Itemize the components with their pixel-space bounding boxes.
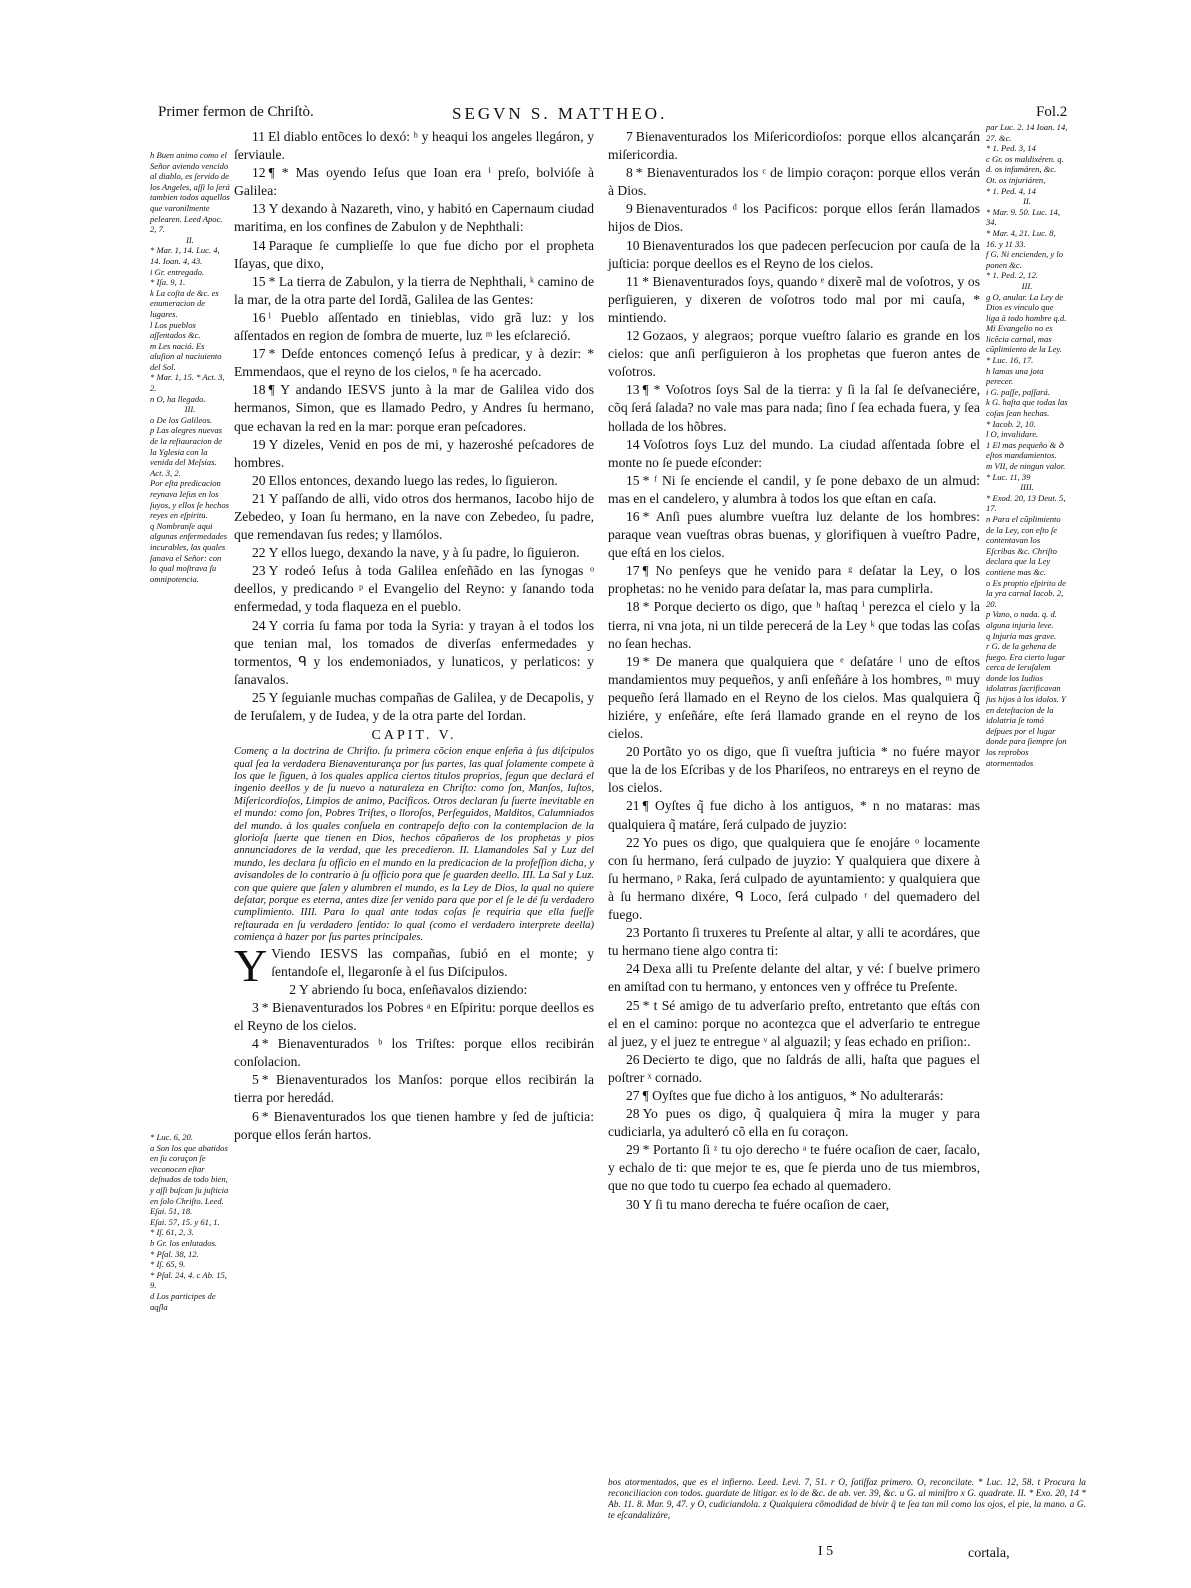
signature-mark: I 5 xyxy=(818,1544,834,1559)
margin-note: * 1. Ped. 4, 14 xyxy=(986,185,1036,196)
verse xyxy=(608,436,980,472)
verse-number: 18 xyxy=(626,599,640,615)
margin-note: l Los pueblos aſſentados &c. xyxy=(150,319,201,341)
margin-note: * Pſal. 24, 4. c Ab. 15, 9. xyxy=(150,1269,227,1291)
verse-text: Yo pues os digo, que qualquiera que ſe enojáre ᵒ locamente con ſu hermano, ſerá culpado de juyzio: Y qualquiera que dixere à ſu hermano, ᵖ Raka, ſerá culpado de ayuntamiento: y qualquiera que à ſu hermano dixére, ᑫ Loco, ſerá culpado ʳ del quemadero del fuego. xyxy=(608,834,980,923)
margin-note: * Luc. 11, 39 xyxy=(986,471,1031,482)
verse-text: * Anſi pues alumbre vueſtra luz delante de los hombres: paraque vean vueſtras obras buenas, y glorifiquen à vueſtro Padre, que eſtá en los cielos. xyxy=(608,508,980,561)
verse xyxy=(234,164,594,200)
verse-text: Paraque ſe cumplieſſe lo que fue dicho por el propheta Iſayas, que dixo, xyxy=(234,237,594,271)
verse-text: Y abriendo ſu boca, enſeñavalos diziendo: xyxy=(299,981,528,997)
margin-note: i G. paſſe, paſſará. xyxy=(986,386,1050,397)
margin-note: * Iſ. 65, 9. xyxy=(150,1259,186,1270)
right-margin-notes xyxy=(986,122,1068,768)
margin-note: Eſai. 57, 15. y 61, 1. xyxy=(150,1216,220,1227)
verse xyxy=(608,1087,980,1105)
verse-text: * t Sé amigo de tu adverſario preſto, entretanto que eſtás con el en el camino: porque no aconteẓca que el adverſario te entregue al juez, y el juez te entregue ᵛ al alguazil; y ſeas echado en priſion:. xyxy=(608,997,980,1049)
verse-number: 26 xyxy=(626,1051,640,1067)
verse-number: 12 xyxy=(252,165,266,181)
verse-number: 21 xyxy=(626,798,640,814)
margin-note: a Son los que abatidos en ſu coraçon ſe veconocen eſtar deſnudos de todo bien, y aſſi buſcan ſu juſticia en ſolo Chriſto. Leed. Eſai. 51, 18. xyxy=(150,1142,229,1217)
verse xyxy=(608,327,980,381)
verse xyxy=(234,490,594,544)
margin-note: k La coſta de &c. es enumeracion de lugares. xyxy=(150,287,219,319)
verse-text: * Deſde entonces començó Ieſus à predicar, y à dezir: * Emmendaos, que el reyno de los cielos, ⁿ ſe ha acercado. xyxy=(234,346,594,380)
verse-number: 23 xyxy=(252,563,266,579)
verse-number: 3 xyxy=(252,999,259,1015)
margin-note: g O, anular. La Ley de Dios es vinculo que liga à todo hombre q.d. Mi Evangelio no es licẽcia carnal, mas cũplimiento de la Ley. xyxy=(986,291,1067,355)
verse-text: Decierto te digo, que no ſaldrás de alli, haſta que pagues el poſtrer ˣ cornado. xyxy=(608,1051,980,1085)
verse xyxy=(234,128,594,164)
verse xyxy=(234,981,594,999)
verse xyxy=(234,562,594,616)
verse-text: ¶ No penſeys que he venido para ᵍ deſatar la Ley, o los prophetas: no he venido para deſatar la, mas para cumplirla. xyxy=(608,563,980,597)
verse-number: 20 xyxy=(252,472,266,488)
margin-note: b Gr. los enlutados. xyxy=(150,1237,218,1248)
verse-number: 14 xyxy=(252,237,266,253)
margin-note: II. xyxy=(186,234,194,245)
verse-number: 11 xyxy=(252,129,266,144)
verse-text: Voſotros ſoys Luz del mundo. La ciudad aſſentada ſobre el monte no ſe puede eſconder: xyxy=(608,436,980,470)
verse xyxy=(234,381,594,435)
verse-number: 27 xyxy=(626,1087,640,1103)
verse-text: Y dizeles, Venid en pos de mi, y hazeroshé peſcadores de hombres. xyxy=(234,436,594,470)
margin-note: h lamas una jota perecer. xyxy=(986,365,1044,387)
margin-note: II. xyxy=(1023,196,1031,207)
verse-number: 25 xyxy=(626,997,640,1013)
verse-number: 7 xyxy=(626,129,633,144)
verse xyxy=(608,508,980,562)
margin-note: h Buen animo como el Señor aviendo vencido al diablo, es ſervido de los Angeles, aſſi lo ſerá tambien todos aquellos que varonilmente pelearen. Leed Apoc. 2, 7. xyxy=(150,150,230,235)
margin-note: * Mar. 9. 50. Luc. 14, 34. xyxy=(986,206,1061,228)
verse xyxy=(234,1071,594,1107)
verse-number: 18 xyxy=(252,382,266,398)
margin-note: q Nombranſe aqui algunas enfermedades incurables, las quales ſanava el Señor: con lo qual moſtrava ſu omnipotencia. xyxy=(150,520,228,584)
margin-note: n Para el cũplimiento de la Ley, con eſto ſe contentavan los Eſcribas &c. Chriſto declara que la Ley contiene mas &c. xyxy=(986,513,1061,577)
margin-note: m Les nació. Es aluſion al naciuiento del Sol. xyxy=(150,340,222,372)
verse-number: 8 xyxy=(626,165,633,181)
verse xyxy=(234,200,594,236)
verse xyxy=(608,237,980,273)
verse-text: Y paſſando de alli, vido otros dos hermanos, Iacobo hijo de Zebedeo, y Ioan ſu hermano, en la nave con Zebedeo, ſu padre, que remendavan ſus redes; y llamólos. xyxy=(234,490,594,543)
verse-text: Gozaos, y alegraos; porque vueſtro ſalario es grande en los cielos: que anſi perſiguieron à los prophetas que fueron antes de voſotros. xyxy=(608,328,980,380)
verse-number: 21 xyxy=(252,490,266,506)
verse-number: 6 xyxy=(252,1108,259,1124)
verse-text: ¶ * Mas oyendo Ieſus que Ioan era ⁱ preſo, bolvióſe à Galilea: xyxy=(234,165,594,199)
footnotes: bos atormentados, que es el infierno. Leed. Levi. 7, 51. r O, ſatiſfaz primero. O, reconcilate. * Luc. 12, 58. t Procura la reconciliacion con todos. guardate de litigar. es lo de &c. de ab. ver. 39, &c. u G. al miniſtro x G. quadrate. II. * Exo. 20, 14 * Ab. 11. 8. Mar. 9, 47. y O, cudiciandola. z Qualquiera cõmodidad de bivir q̃ te ſea tan mil como los ojos, el pie, la mano. a G. te eſcandalizáre, xyxy=(608,1478,1086,1521)
verse xyxy=(234,689,594,725)
verse-number: 25 xyxy=(252,689,266,705)
margin-note: p Vano, o nada. q. d. alguna injuria leve. xyxy=(986,609,1057,630)
verse-number: 30 xyxy=(626,1196,640,1212)
verse-number: 22 xyxy=(252,545,266,561)
margin-note: * Mar. 1, 14. Luc. 4, 14. Ioan. 4, 43. xyxy=(150,245,220,266)
verse-number: 20 xyxy=(626,744,640,760)
verse-text: * Portanto ſi ᶻ tu ojo derecho ᵃ te fuére ocaſion de caer, ſacalo, y echalo de ti: que mejor te es, que ſe pierda uno de tus miembros, que no que todo tu cuerpo ſea echado al quemadero. xyxy=(608,1142,980,1194)
margin-note: i Gr. entregado. xyxy=(150,266,205,277)
running-head-title: SEGVN S. MATTHEO. xyxy=(452,104,668,123)
margin-note: * Mar. 1, 15. * Act. 3, 2. xyxy=(150,372,225,394)
margin-note: * 1. Ped. 3, 14 xyxy=(986,143,1036,154)
verse-text: Viendo IESVS las compañas, ſubió en el monte; y ſentandoſe el, llegaronſe à el ſus Diſcipulos. xyxy=(271,945,594,979)
margin-note: III. xyxy=(1021,280,1033,291)
verse xyxy=(608,128,980,164)
margin-note: p Las alegres nuevas de la reſtauracion de la Yglesia con la venida del Meſsias. Act. 3, 2. xyxy=(150,425,223,478)
verse xyxy=(608,834,980,924)
verse xyxy=(234,617,594,689)
verse-text: Y ſi tu mano derecha te fuére ocaſion de caer, xyxy=(642,1196,890,1212)
verse-number: 4 xyxy=(252,1036,259,1052)
verse-text: Y dexando à Nazareth, vino, y habitó en Capernaum ciudad maritima, en los confines de Zabulon y de Nephthali: xyxy=(234,201,594,235)
verse-number: 23 xyxy=(626,925,640,941)
verse xyxy=(234,273,594,309)
verse-number: 16 xyxy=(252,309,266,325)
margin-note: m VII, de ningun valor. xyxy=(986,461,1066,471)
verse xyxy=(608,598,980,652)
left-text-column xyxy=(234,128,594,1144)
verse-number: 29 xyxy=(626,1142,640,1158)
margin-note: * Luc. 6, 20. xyxy=(150,1132,193,1142)
margin-note: n O, ha llegado. xyxy=(150,393,206,404)
margin-note: III. xyxy=(184,404,196,415)
verse xyxy=(234,544,594,562)
chapter-summary: Començ a la doctrina de Chriſto. ſu primera cõcion enque enſeña à ſus diſcipulos qual ſea la verdadera Bienaventurança por ſus partes, las qual ſolamente compete à los que le ſiguen, à los quales applica ciertos titulos proprios, ſegun que declará el ingenio deellos y de ſu nuevo a naturaleza en Chriſto: como ſon, Manſos, Iuſtos, Miſericordioſos, Limpios de animo, Pacificos. Otros declaran ſu ſuerte inevitable en el mundo: como ſon, Pobres Triſtes, o lloroſos, Perſeguidos, Malditos, Calumniados del mundo. à los quales conſuela en contrapeſo deſto con la contemplacion de la glorioſa ſuerte que tienen en Dios, hechos cõpañeros de los prophetas y pios annunciadores de la verdad, que les precedieron. II. Llamandoles Sal y Luz del mundo, les declara ſu officio en el mundo en la predicacion de la profeſſion dicha, y avisandoles de lo contrario à ſu officio pora que ſe guarden deello. III. La Sal y Luz. con que quiere que ſalen y alumbren el mundo, es la Ley de Dios, la qual no quiere deſatar, porque es eterna, antes dize ſer venido para que por el ſe le dé ſu verdadero cumplimiento. IIII. Para lo qual ante todas coſas ſe requiria que ella fueſſe reſtaurada en ſu verdadero ſentido: lo qual (como el verdadero interprete deella) comiença à hazer por ſus partes principales. xyxy=(234,746,594,944)
verse xyxy=(234,309,594,345)
verse-number: 12 xyxy=(626,328,640,344)
margin-note: f G. Ni encienden, y lo ponen &c. xyxy=(986,249,1064,270)
margin-note: c Gr. os maldixéren. q. d. os infamáren, &c. Ot. os injuriáren, xyxy=(986,153,1064,185)
verse xyxy=(608,1141,980,1195)
margin-note: 1 El mas pequeño & ꝺ eſtos mandamientos. xyxy=(986,439,1064,461)
verse-text: * Porque decierto os digo, que ʰ haſtaq ⁱ perezca el cielo y la tierra, ni vna jota, ni un tilde perecerá de la Ley ᵏ que todas las coſas no ſean hechas. xyxy=(608,599,980,651)
margin-note: * Iacob. 2, 10. xyxy=(986,418,1036,429)
left-margin-notes-lower xyxy=(150,1132,230,1312)
verse-text: Ellos entonces, dexando luego las redes, lo ſiguieron. xyxy=(268,472,558,488)
verse-number: 28 xyxy=(626,1106,640,1122)
verse-text: El diablo entõces lo dexó: ʰ y heaqui los angeles llegáron, y ſerviaule. xyxy=(234,129,594,163)
chapter-heading: CAPIT. V. xyxy=(371,728,457,744)
verse xyxy=(234,1035,594,1071)
verse-number: 10 xyxy=(626,237,640,253)
verse-text: Portanto ſi truxeres tu Preſente al altar, y alli te acordáres, que tu hermano tiene algo contra ti: xyxy=(608,925,980,959)
verse-number: 11 xyxy=(626,273,640,289)
verse-text: * Bienaventurados ᵇ los Triſtes: porque ellos recibirán conſolacion. xyxy=(234,1036,594,1070)
verse xyxy=(608,924,980,960)
margin-note: o Es proptio eſpirito de la yra carnal Iacob. 2, 20. xyxy=(986,577,1066,609)
verse xyxy=(608,1196,980,1214)
verse-number: 9 xyxy=(626,201,633,217)
verse-number: 15 xyxy=(626,472,640,488)
verse-number: 15 xyxy=(252,273,266,289)
verse-text: Bienaventurados los que padecen perſecucion por cauſa de la juſticia: porque deellos es el Reyno de los cielos. xyxy=(608,237,980,271)
verse xyxy=(234,436,594,472)
verse xyxy=(608,797,980,833)
margin-note: l O, invalidare. xyxy=(986,429,1039,440)
verse xyxy=(608,472,980,508)
verse-number: 13 xyxy=(626,382,640,398)
margin-note: r G. de la gehena de fuego. Era cierto lugar cerca de Ieruſalem donde los Iudios idolatras ſacrificavan ſus hijos à los idolos. Y en deteſtacion de la idolatria ſe tomó deſpues por el lugar donde para ſiempre ſon los reprobos atormentados xyxy=(986,641,1067,768)
folio-number: Fol.2 xyxy=(1036,104,1068,120)
verse xyxy=(608,1051,980,1087)
verse-text: Bienaventurados ᵈ los Pacificos: porque ellos ſerán llamados hijos de Dios. xyxy=(608,201,980,235)
verse xyxy=(608,1105,980,1141)
running-head-left: Primer fermon de Chriſtò. xyxy=(158,104,314,120)
verse xyxy=(234,1108,594,1144)
verse-text: * La tierra de Zabulon, y la tierra de Nephthali, ᵏ camino de la mar, de la otra parte del Iordã, Galilea de las Gentes: xyxy=(234,273,594,307)
verse-number: 2 xyxy=(289,981,297,997)
verse-number: 19 xyxy=(626,653,640,669)
verse-text: Y corria ſu fama por toda la Syria: y trayan à el todos los que tenian mal, los tomados de diverſas enfermedades y tormentos, ᑫ y los endemoniados, y lunaticos, y perlaticos: y ſanavalos. xyxy=(234,617,594,687)
verse xyxy=(608,273,980,327)
verse xyxy=(608,381,980,435)
verse xyxy=(608,743,980,797)
margin-note: Por eſta predicacion reynava Ieſus en los ſuyos, y ellos ſe hechos reyes en eſpiritu. xyxy=(150,478,229,521)
verse-text: * De manera que qualquiera que ᵉ deſatáre ˡ uno de eſtos mandamientos muy pequeños, y anſi enſeñáre à los hombres, ᵐ muy pequeño ſerá llamado en el Reyno de los cielos. Mas qualquiera q̃ hiziére, y enſeñáre, eſte ſerá llamado grande en el reyno de los cielos. xyxy=(608,653,980,742)
verse xyxy=(234,472,594,490)
verse-number: 14 xyxy=(626,436,640,452)
verse xyxy=(608,997,980,1051)
margin-note: * 1. Ped. 2, 12. xyxy=(986,270,1039,281)
verse-text: * Bienaventurados los ᶜ de limpio coraçon: porque ellos verán à Dios. xyxy=(608,165,980,199)
verse xyxy=(234,345,594,381)
verse-text: * Bienaventurados los que tienen hambre y ſed de juſticia: porque ellos ſerán hartos. xyxy=(234,1108,594,1142)
verse-number: 17 xyxy=(252,346,266,362)
verse-number: 24 xyxy=(252,617,266,633)
verse xyxy=(234,999,594,1035)
margin-note: * Iſ. 61, 2, 3. xyxy=(150,1227,194,1238)
verse xyxy=(608,960,980,996)
verse-number: 16 xyxy=(626,508,640,524)
verse xyxy=(608,653,980,743)
verse-number: 22 xyxy=(626,834,640,850)
verse-text: Y ellos luego, dexando la nave, y à ſu padre, lo ſiguieron. xyxy=(268,545,580,561)
verse-text: * ᶠ Ni ſe enciende el candil, y ſe pone debaxo de un almud: mas en el candelero, y alumbra à todos los que eſtan en caſa. xyxy=(608,472,980,506)
verse-number: 13 xyxy=(252,201,266,217)
verse-number: 19 xyxy=(252,436,266,452)
margin-note: * Exod. 20, 13 Deut. 5, 17. xyxy=(986,492,1066,514)
verse-text: * Bienaventurados los Pobres ᵃ en Eſpiritu: porque deellos es el Reyno de los cielos. xyxy=(234,999,594,1034)
margin-note: d Los participes de aqſla xyxy=(150,1290,216,1312)
verse-text: Y ſeguianle muchas compañas de Galilea, y de Decapolis, y de Ieruſalem, y de Iudea, y de la otra parte del Iordan. xyxy=(234,689,594,723)
margin-note: IIII. xyxy=(1020,482,1034,493)
verse-number: 17 xyxy=(626,563,640,579)
margin-note: par Luc. 2. 14 Ioan. 14, 27. &c. xyxy=(986,122,1068,143)
verse-number: 24 xyxy=(626,961,640,977)
verse-text: Yo pues os digo, q̃ qualquiera q̃ mira la muger y para cudiciarla, ya adulteró cõ ella en ſu coraçon. xyxy=(608,1106,980,1140)
verse-text: Y rodeó Ieſus à toda Galilea enſeñãdo en las ſynogas ᵒ deellos, y predicando ᵖ el Evangelio del Reyno: y ſanando toda enfermedad, y toda flaqueza en el pueblo. xyxy=(234,563,594,615)
verse xyxy=(608,164,980,200)
margin-note: * Mar. 4, 21. Luc. 8, 16. y 11 33. xyxy=(986,227,1056,249)
right-text-column xyxy=(608,128,980,1214)
verse xyxy=(234,237,594,273)
verse-text: Portãto yo os digo, que ſi vueſtra juſticia * no fuére mayor que la de los Eſcribas y de los Phariſeos, no entrareys en el reyno de los cielos. xyxy=(608,744,980,796)
margin-note: * Iſa. 9, 1. xyxy=(150,277,186,288)
verse-text: ¶ * Voſotros ſoys Sal de la tierra: y ſi la ſal ſe deſvaneciére, cõq ſerá ſalada? no vale mas para nada; ſino ſ ſea echada fuera, y ſea hollada de los hõbres. xyxy=(608,382,980,434)
verse-text: * Bienaventurados ſoys, quando ᵉ dixerẽ mal de voſotros, y os perſiguieren, y dixeren de voſotros todo mal por mi cauſa, * mintiendo. xyxy=(608,273,980,325)
verse xyxy=(608,562,980,598)
verse xyxy=(608,200,980,236)
verse-text: ¶ Oyſtes que fue dicho à los antiguos, * No adulterarás: xyxy=(642,1087,944,1103)
verse-text: ˡ Pueblo aſſentado en tinieblas, vido grã luz: y los aſſentados en region de ſombra de muerte, luz ᵐ les eſclareció. xyxy=(234,309,594,344)
margin-note: * Luc. 16, 17. xyxy=(986,355,1034,366)
verse-text: Dexa alli tu Preſente delante del altar, y vé: ſ buelve primero en amiſtad con tu hermano, y entonces ven y offréce tu Preſente. xyxy=(608,961,980,995)
margin-note: * Pſal. 38, 12. xyxy=(150,1248,199,1259)
verse-number: 5 xyxy=(252,1072,259,1088)
catchword: cortala, xyxy=(968,1546,1010,1561)
verse-text: ¶ Oyſtes q̃ fue dicho à los antiguos, * n no mataras: mas qualquiera q̃ matáre, ſerá culpado de juyzio: xyxy=(608,798,980,832)
margin-note: o De los Galileos. xyxy=(150,414,213,425)
verse-text: Bienaventurados los Miſericordioſos: porque ellos alcançarán miſericordia. xyxy=(608,129,980,163)
margin-note: k G. haſta que todas las coſas ſean hechas. xyxy=(986,397,1068,419)
margin-note: q Injuria mas grave. xyxy=(986,630,1057,641)
left-margin-notes xyxy=(150,150,230,584)
drop-capital: Y xyxy=(234,939,268,991)
verse-text: * Bienaventurados los Manſos: porque ellos recibirán la tierra por heredád. xyxy=(234,1072,594,1106)
verse-text: ¶ Y andando IESVS junto à la mar de Galilea vido dos hermanos, Simon, que es llamado Pedro, y Andres ſu hermano, que echavan la red en la mar: porque eran peſcadores. xyxy=(234,382,594,434)
